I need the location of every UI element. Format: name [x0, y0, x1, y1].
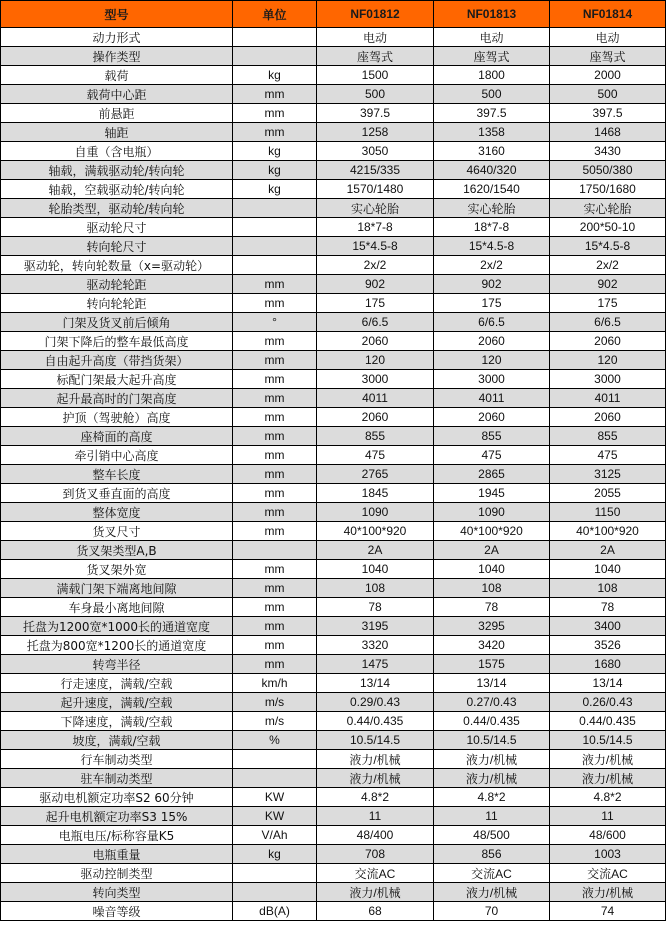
row-unit: kg	[233, 142, 317, 161]
row-value-model-3: 1680	[550, 655, 666, 674]
table-row	[1, 294, 666, 313]
row-value-model-1: 68	[317, 902, 434, 921]
row-unit: KW	[233, 788, 317, 807]
row-value-model-1: 40*100*920	[317, 522, 434, 541]
table-row	[1, 636, 666, 655]
row-parameter-name: 轴距	[1, 123, 233, 142]
row-value-model-3: 108	[550, 579, 666, 598]
row-parameter-name: 操作类型	[1, 47, 233, 66]
row-parameter-name: 起升电机额定功率S3 15%	[1, 807, 233, 826]
row-unit: mm	[233, 104, 317, 123]
row-value-model-3: 液力/机械	[550, 750, 666, 769]
row-unit	[233, 28, 317, 47]
row-parameter-name: 自由起升高度（带挡货架）	[1, 351, 233, 370]
row-value-model-1: 1570/1480	[317, 180, 434, 199]
row-value-model-3: 2055	[550, 484, 666, 503]
row-parameter-name: 驻车制动类型	[1, 769, 233, 788]
table-row	[1, 446, 666, 465]
row-parameter-name: 驱动电机额定功率S2 60分钟	[1, 788, 233, 807]
row-value-model-1: 1040	[317, 560, 434, 579]
row-unit	[233, 199, 317, 218]
table-row	[1, 655, 666, 674]
row-value-model-1: 0.44/0.435	[317, 712, 434, 731]
row-value-model-1: 液力/机械	[317, 883, 434, 902]
row-value-model-3: 475	[550, 446, 666, 465]
table-row	[1, 807, 666, 826]
row-value-model-3: 4.8*2	[550, 788, 666, 807]
row-unit	[233, 750, 317, 769]
row-value-model-3: 电动	[550, 28, 666, 47]
row-unit: mm	[233, 446, 317, 465]
row-value-model-1: 18*7-8	[317, 218, 434, 237]
row-value-model-2: 0.44/0.435	[434, 712, 550, 731]
table-row	[1, 123, 666, 142]
row-parameter-name: 转向类型	[1, 883, 233, 902]
row-value-model-1: 855	[317, 427, 434, 446]
row-value-model-2: 实心轮胎	[434, 199, 550, 218]
row-value-model-3: 3125	[550, 465, 666, 484]
table-row	[1, 902, 666, 921]
row-unit: dB(A)	[233, 902, 317, 921]
row-parameter-name: 座椅面的高度	[1, 427, 233, 446]
row-unit: mm	[233, 617, 317, 636]
row-parameter-name: 轴载，满载驱动轮/转向轮	[1, 161, 233, 180]
row-parameter-name: 托盘为1200宽*1000长的通道宽度	[1, 617, 233, 636]
row-parameter-name: 自重（含电瓶）	[1, 142, 233, 161]
row-value-model-3: 200*50-10	[550, 218, 666, 237]
row-parameter-name: 转弯半径	[1, 655, 233, 674]
table-row	[1, 522, 666, 541]
row-value-model-1: 48/400	[317, 826, 434, 845]
row-value-model-2: 175	[434, 294, 550, 313]
row-value-model-1: 交流AC	[317, 864, 434, 883]
row-unit	[233, 769, 317, 788]
row-parameter-name: 载荷中心距	[1, 85, 233, 104]
row-value-model-2: 13/14	[434, 674, 550, 693]
table-row	[1, 218, 666, 237]
row-value-model-3: 13/14	[550, 674, 666, 693]
row-unit	[233, 47, 317, 66]
row-parameter-name: 坡度，满载/空载	[1, 731, 233, 750]
row-value-model-1: 708	[317, 845, 434, 864]
row-unit	[233, 864, 317, 883]
row-parameter-name: 护顶（驾驶舱）高度	[1, 408, 233, 427]
row-value-model-3: 座驾式	[550, 47, 666, 66]
row-value-model-2: 3000	[434, 370, 550, 389]
row-value-model-1: 3050	[317, 142, 434, 161]
row-value-model-1: 500	[317, 85, 434, 104]
row-value-model-1: 1475	[317, 655, 434, 674]
row-value-model-2: 70	[434, 902, 550, 921]
row-parameter-name: 驱动轮尺寸	[1, 218, 233, 237]
table-row	[1, 199, 666, 218]
row-value-model-2: 2865	[434, 465, 550, 484]
row-value-model-2: 902	[434, 275, 550, 294]
table-row	[1, 408, 666, 427]
table-row	[1, 769, 666, 788]
row-unit: mm	[233, 123, 317, 142]
row-unit: mm	[233, 294, 317, 313]
row-parameter-name: 转向轮尺寸	[1, 237, 233, 256]
row-value-model-3: 3430	[550, 142, 666, 161]
row-value-model-2: 4011	[434, 389, 550, 408]
row-parameter-name: 车身最小离地间隙	[1, 598, 233, 617]
row-parameter-name: 驱动控制类型	[1, 864, 233, 883]
row-value-model-3: 2x/2	[550, 256, 666, 275]
row-value-model-3: 2000	[550, 66, 666, 85]
row-value-model-3: 40*100*920	[550, 522, 666, 541]
row-parameter-name: 电瓶电压/标称容量K5	[1, 826, 233, 845]
table-row	[1, 693, 666, 712]
row-value-model-2: 1620/1540	[434, 180, 550, 199]
row-value-model-2: 2060	[434, 408, 550, 427]
row-unit	[233, 883, 317, 902]
row-value-model-3: 1003	[550, 845, 666, 864]
row-unit: mm	[233, 579, 317, 598]
row-unit: V/Ah	[233, 826, 317, 845]
row-value-model-1: 1090	[317, 503, 434, 522]
row-value-model-3: 0.44/0.435	[550, 712, 666, 731]
row-unit: mm	[233, 427, 317, 446]
table-row	[1, 598, 666, 617]
row-value-model-1: 4215/335	[317, 161, 434, 180]
row-value-model-1: 1500	[317, 66, 434, 85]
row-value-model-1: 1258	[317, 123, 434, 142]
row-value-model-3: 855	[550, 427, 666, 446]
row-value-model-3: 1150	[550, 503, 666, 522]
row-parameter-name: 起升速度，满载/空载	[1, 693, 233, 712]
row-value-model-3: 液力/机械	[550, 883, 666, 902]
row-value-model-3: 120	[550, 351, 666, 370]
table-row	[1, 161, 666, 180]
row-value-model-1: 10.5/14.5	[317, 731, 434, 750]
row-value-model-2: 1575	[434, 655, 550, 674]
row-value-model-2: 2A	[434, 541, 550, 560]
row-value-model-1: 175	[317, 294, 434, 313]
row-parameter-name: 满载门架下端离地间隙	[1, 579, 233, 598]
row-value-model-2: 78	[434, 598, 550, 617]
row-value-model-1: 397.5	[317, 104, 434, 123]
row-unit: °	[233, 313, 317, 332]
header-model-1: NF01812	[317, 1, 434, 28]
row-unit: KW	[233, 807, 317, 826]
table-row	[1, 788, 666, 807]
row-value-model-1: 3000	[317, 370, 434, 389]
row-value-model-2: 397.5	[434, 104, 550, 123]
row-unit	[233, 256, 317, 275]
row-value-model-3: 液力/机械	[550, 769, 666, 788]
table-row	[1, 845, 666, 864]
row-value-model-2: 1945	[434, 484, 550, 503]
table-row	[1, 256, 666, 275]
table-row	[1, 332, 666, 351]
row-unit	[233, 541, 317, 560]
row-parameter-name: 货叉尺寸	[1, 522, 233, 541]
row-value-model-2: 4640/320	[434, 161, 550, 180]
row-parameter-name: 驱动轮，转向轮数量（x=驱动轮）	[1, 256, 233, 275]
row-value-model-3: 5050/380	[550, 161, 666, 180]
row-unit: %	[233, 731, 317, 750]
row-value-model-2: 3160	[434, 142, 550, 161]
row-unit: km/h	[233, 674, 317, 693]
row-parameter-name: 门架下降后的整车最低高度	[1, 332, 233, 351]
table-row	[1, 389, 666, 408]
row-value-model-1: 实心轮胎	[317, 199, 434, 218]
row-value-model-1: 11	[317, 807, 434, 826]
row-value-model-2: 3295	[434, 617, 550, 636]
table-row	[1, 617, 666, 636]
row-value-model-3: 902	[550, 275, 666, 294]
header-model-2: NF01813	[434, 1, 550, 28]
row-value-model-3: 1750/1680	[550, 180, 666, 199]
row-value-model-1: 4.8*2	[317, 788, 434, 807]
row-value-model-3: 4011	[550, 389, 666, 408]
row-value-model-3: 11	[550, 807, 666, 826]
table-row	[1, 864, 666, 883]
row-value-model-3: 2060	[550, 332, 666, 351]
row-value-model-3: 3526	[550, 636, 666, 655]
table-row	[1, 351, 666, 370]
row-value-model-2: 0.27/0.43	[434, 693, 550, 712]
row-parameter-name: 标配门架最大起升高度	[1, 370, 233, 389]
row-value-model-3: 交流AC	[550, 864, 666, 883]
table-row	[1, 579, 666, 598]
row-parameter-name: 起升最高时的门架高度	[1, 389, 233, 408]
row-value-model-2: 500	[434, 85, 550, 104]
row-value-model-2: 48/500	[434, 826, 550, 845]
row-value-model-2: 11	[434, 807, 550, 826]
row-value-model-1: 2x/2	[317, 256, 434, 275]
row-value-model-3: 6/6.5	[550, 313, 666, 332]
row-value-model-3: 2A	[550, 541, 666, 560]
row-value-model-2: 1800	[434, 66, 550, 85]
row-parameter-name: 到货叉垂直面的高度	[1, 484, 233, 503]
row-value-model-2: 2060	[434, 332, 550, 351]
row-value-model-1: 液力/机械	[317, 750, 434, 769]
row-value-model-2: 108	[434, 579, 550, 598]
row-value-model-3: 78	[550, 598, 666, 617]
row-unit: mm	[233, 655, 317, 674]
row-value-model-1: 0.29/0.43	[317, 693, 434, 712]
table-row	[1, 560, 666, 579]
row-unit	[233, 237, 317, 256]
row-parameter-name: 行车制动类型	[1, 750, 233, 769]
row-value-model-3: 0.26/0.43	[550, 693, 666, 712]
row-value-model-2: 液力/机械	[434, 883, 550, 902]
row-value-model-1: 475	[317, 446, 434, 465]
table-row	[1, 427, 666, 446]
header-model-3: NF01814	[550, 1, 666, 28]
row-value-model-1: 1845	[317, 484, 434, 503]
row-unit: mm	[233, 560, 317, 579]
row-value-model-1: 液力/机械	[317, 769, 434, 788]
row-value-model-1: 座驾式	[317, 47, 434, 66]
row-value-model-2: 40*100*920	[434, 522, 550, 541]
row-parameter-name: 电瓶重量	[1, 845, 233, 864]
row-parameter-name: 下降速度，满载/空载	[1, 712, 233, 731]
table-body	[1, 28, 666, 921]
row-value-model-1: 108	[317, 579, 434, 598]
row-unit: m/s	[233, 712, 317, 731]
row-unit: m/s	[233, 693, 317, 712]
row-value-model-3: 1468	[550, 123, 666, 142]
table-row	[1, 826, 666, 845]
row-value-model-3: 397.5	[550, 104, 666, 123]
row-value-model-2: 电动	[434, 28, 550, 47]
row-value-model-1: 电动	[317, 28, 434, 47]
table-row	[1, 712, 666, 731]
row-unit: mm	[233, 636, 317, 655]
row-value-model-2: 液力/机械	[434, 750, 550, 769]
table-row	[1, 275, 666, 294]
row-unit: kg	[233, 161, 317, 180]
row-parameter-name: 载荷	[1, 66, 233, 85]
row-parameter-name: 动力形式	[1, 28, 233, 47]
row-value-model-1: 4011	[317, 389, 434, 408]
header-row	[1, 1, 666, 28]
row-value-model-2: 3420	[434, 636, 550, 655]
row-value-model-3: 15*4.5-8	[550, 237, 666, 256]
row-value-model-2: 120	[434, 351, 550, 370]
table-row	[1, 465, 666, 484]
row-value-model-2: 2x/2	[434, 256, 550, 275]
row-value-model-1: 78	[317, 598, 434, 617]
table-row	[1, 731, 666, 750]
table-row	[1, 66, 666, 85]
header-model-label: 型号	[1, 1, 233, 28]
row-value-model-3: 实心轮胎	[550, 199, 666, 218]
table-row	[1, 541, 666, 560]
table-row	[1, 180, 666, 199]
row-unit: mm	[233, 370, 317, 389]
row-value-model-3: 3000	[550, 370, 666, 389]
row-parameter-name: 整体宽度	[1, 503, 233, 522]
row-value-model-3: 175	[550, 294, 666, 313]
row-unit: mm	[233, 408, 317, 427]
row-value-model-2: 855	[434, 427, 550, 446]
row-value-model-1: 2060	[317, 332, 434, 351]
row-unit: mm	[233, 389, 317, 408]
row-value-model-2: 液力/机械	[434, 769, 550, 788]
row-parameter-name: 门架及货叉前后倾角	[1, 313, 233, 332]
row-unit	[233, 218, 317, 237]
row-parameter-name: 转向轮轮距	[1, 294, 233, 313]
row-unit: mm	[233, 465, 317, 484]
table-row	[1, 47, 666, 66]
row-value-model-1: 2A	[317, 541, 434, 560]
table-row	[1, 85, 666, 104]
row-parameter-name: 货叉架类型A,B	[1, 541, 233, 560]
row-value-model-2: 15*4.5-8	[434, 237, 550, 256]
row-value-model-1: 3195	[317, 617, 434, 636]
row-value-model-1: 2060	[317, 408, 434, 427]
row-unit: mm	[233, 275, 317, 294]
row-value-model-2: 1358	[434, 123, 550, 142]
row-value-model-3: 1040	[550, 560, 666, 579]
header-unit-label: 单位	[233, 1, 317, 28]
row-value-model-2: 4.8*2	[434, 788, 550, 807]
row-value-model-3: 3400	[550, 617, 666, 636]
row-parameter-name: 行走速度，满载/空载	[1, 674, 233, 693]
row-parameter-name: 前悬距	[1, 104, 233, 123]
row-value-model-1: 2765	[317, 465, 434, 484]
row-value-model-2: 475	[434, 446, 550, 465]
row-value-model-3: 2060	[550, 408, 666, 427]
row-unit: mm	[233, 85, 317, 104]
row-unit: kg	[233, 66, 317, 85]
row-parameter-name: 轴载，空载驱动轮/转向轮	[1, 180, 233, 199]
row-unit: mm	[233, 332, 317, 351]
table-row	[1, 883, 666, 902]
table-row	[1, 674, 666, 693]
row-value-model-2: 10.5/14.5	[434, 731, 550, 750]
row-value-model-3: 48/600	[550, 826, 666, 845]
table-row	[1, 104, 666, 123]
row-unit: mm	[233, 503, 317, 522]
table-header	[1, 1, 666, 28]
table-row	[1, 750, 666, 769]
row-value-model-1: 13/14	[317, 674, 434, 693]
table-row	[1, 370, 666, 389]
row-parameter-name: 托盘为800宽*1200长的通道宽度	[1, 636, 233, 655]
row-value-model-2: 6/6.5	[434, 313, 550, 332]
row-parameter-name: 驱动轮轮距	[1, 275, 233, 294]
row-value-model-3: 74	[550, 902, 666, 921]
row-parameter-name: 货叉架外宽	[1, 560, 233, 579]
table-row	[1, 313, 666, 332]
row-unit: mm	[233, 484, 317, 503]
row-value-model-2: 856	[434, 845, 550, 864]
row-unit: mm	[233, 598, 317, 617]
row-value-model-3: 10.5/14.5	[550, 731, 666, 750]
row-value-model-1: 15*4.5-8	[317, 237, 434, 256]
row-parameter-name: 轮胎类型，驱动轮/转向轮	[1, 199, 233, 218]
table-row	[1, 142, 666, 161]
row-unit: kg	[233, 845, 317, 864]
table-row	[1, 28, 666, 47]
row-unit: kg	[233, 180, 317, 199]
row-parameter-name: 牵引销中心高度	[1, 446, 233, 465]
table-row	[1, 484, 666, 503]
row-value-model-2: 交流AC	[434, 864, 550, 883]
row-value-model-3: 500	[550, 85, 666, 104]
row-unit: mm	[233, 351, 317, 370]
table-row	[1, 503, 666, 522]
row-value-model-2: 1090	[434, 503, 550, 522]
row-value-model-2: 座驾式	[434, 47, 550, 66]
row-parameter-name: 噪音等级	[1, 902, 233, 921]
row-value-model-1: 902	[317, 275, 434, 294]
row-value-model-1: 6/6.5	[317, 313, 434, 332]
row-value-model-2: 1040	[434, 560, 550, 579]
row-value-model-2: 18*7-8	[434, 218, 550, 237]
row-value-model-1: 120	[317, 351, 434, 370]
row-value-model-1: 3320	[317, 636, 434, 655]
row-unit: mm	[233, 522, 317, 541]
table-row	[1, 237, 666, 256]
row-parameter-name: 整车长度	[1, 465, 233, 484]
